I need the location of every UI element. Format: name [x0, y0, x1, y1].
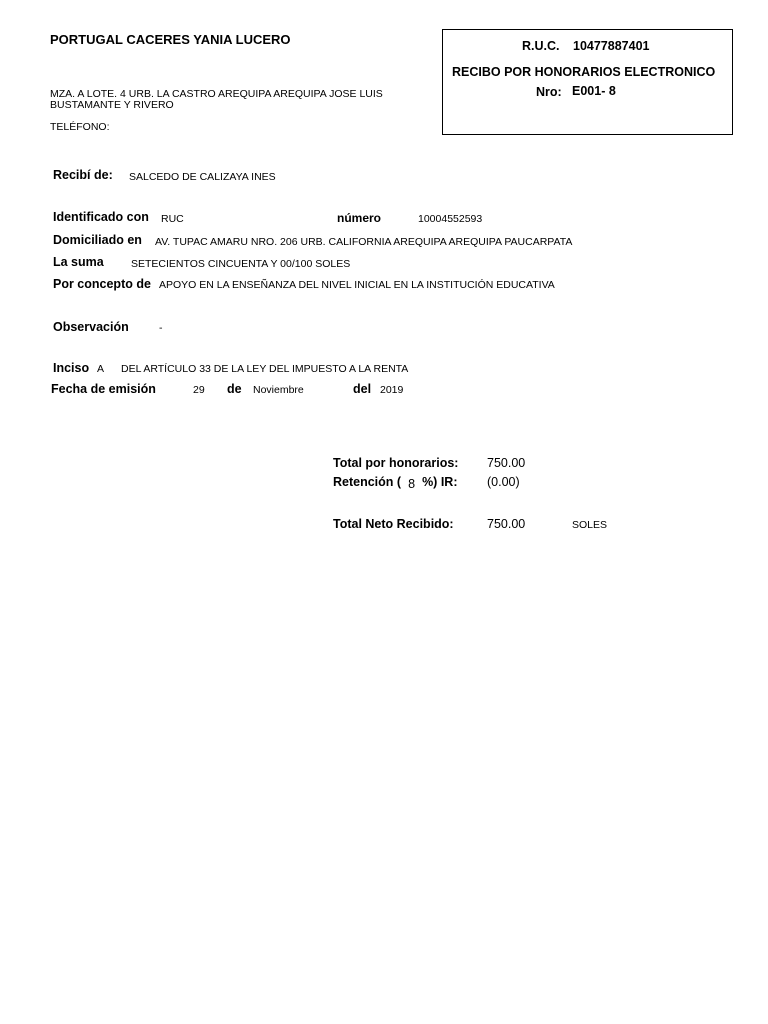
- retention-label: [333, 475, 457, 489]
- identified-with-value: RUC: [161, 213, 184, 225]
- issue-day: 29: [193, 384, 205, 396]
- ruc-label: R.U.C.: [522, 39, 560, 53]
- issue-year: 2019: [380, 384, 404, 396]
- concept-value: APOYO EN LA ENSEÑANZA DEL NIVEL INICIAL EN LA INSTITUCIÓN EDUCATIVA: [159, 279, 555, 291]
- retention-label-prefix: Retención (: [333, 475, 402, 489]
- receipt-number-label: Nro:: [536, 85, 562, 99]
- inciso-value: A: [97, 363, 105, 375]
- receipt-number-value: E001- 8: [572, 84, 616, 98]
- observation-label: Observación: [53, 320, 129, 334]
- issuer-address-line2: BUSTAMANTE Y RIVERO: [50, 99, 174, 111]
- inciso-text: DEL ARTÍCULO 33 DE LA LEY DEL IMPUESTO A LA RENTA: [121, 363, 409, 375]
- received-from-value: SALCEDO DE CALIZAYA INES: [129, 171, 276, 183]
- issuer-address-line1: MZA. A LOTE. 4 URB. LA CASTRO AREQUIPA AREQUIPA JOSE LUIS: [50, 88, 383, 100]
- ruc-value: 10477887401: [573, 39, 650, 53]
- address-value: AV. TUPAC AMARU NRO. 206 URB. CALIFORNIA AREQUIPA AREQUIPA PAUCARPATA: [155, 236, 573, 248]
- issuer-phone-label: TELÉFONO:: [50, 121, 110, 133]
- issue-date-label: Fecha de emisión: [51, 382, 156, 396]
- issue-month: Noviembre: [253, 384, 304, 396]
- document-type-title: RECIBO POR HONORARIOS ELECTRONICO: [452, 65, 716, 79]
- total-fees-label: Total por honorarios:: [333, 456, 459, 470]
- total-fees-value: 750.00: [487, 456, 526, 470]
- amount-label: La suma: [53, 255, 104, 269]
- address-label: Domiciliado en: [53, 233, 142, 247]
- concept-label: Por concepto de: [53, 277, 151, 291]
- identified-with-label: Identificado con: [53, 210, 149, 224]
- retention-value: (0.00): [487, 475, 520, 489]
- retention-label-suffix: %) IR:: [422, 475, 458, 489]
- currency-label: SOLES: [572, 519, 608, 531]
- inciso-label: Inciso: [53, 361, 90, 375]
- received-from-label: Recibí de:: [53, 168, 113, 182]
- observation-value: -: [159, 322, 163, 334]
- retention-rate: 8: [408, 477, 416, 491]
- issue-de-label: de: [227, 382, 242, 396]
- issuer-name: PORTUGAL CACERES YANIA LUCERO: [50, 32, 291, 47]
- amount-value: SETECIENTOS CINCUENTA Y 00/100 SOLES: [131, 258, 351, 270]
- net-received-value: 750.00: [487, 517, 526, 531]
- number-value: 10004552593: [418, 213, 483, 225]
- number-label: número: [337, 211, 382, 225]
- net-received-label: Total Neto Recibido:: [333, 517, 454, 531]
- issue-del-label: del: [353, 382, 372, 396]
